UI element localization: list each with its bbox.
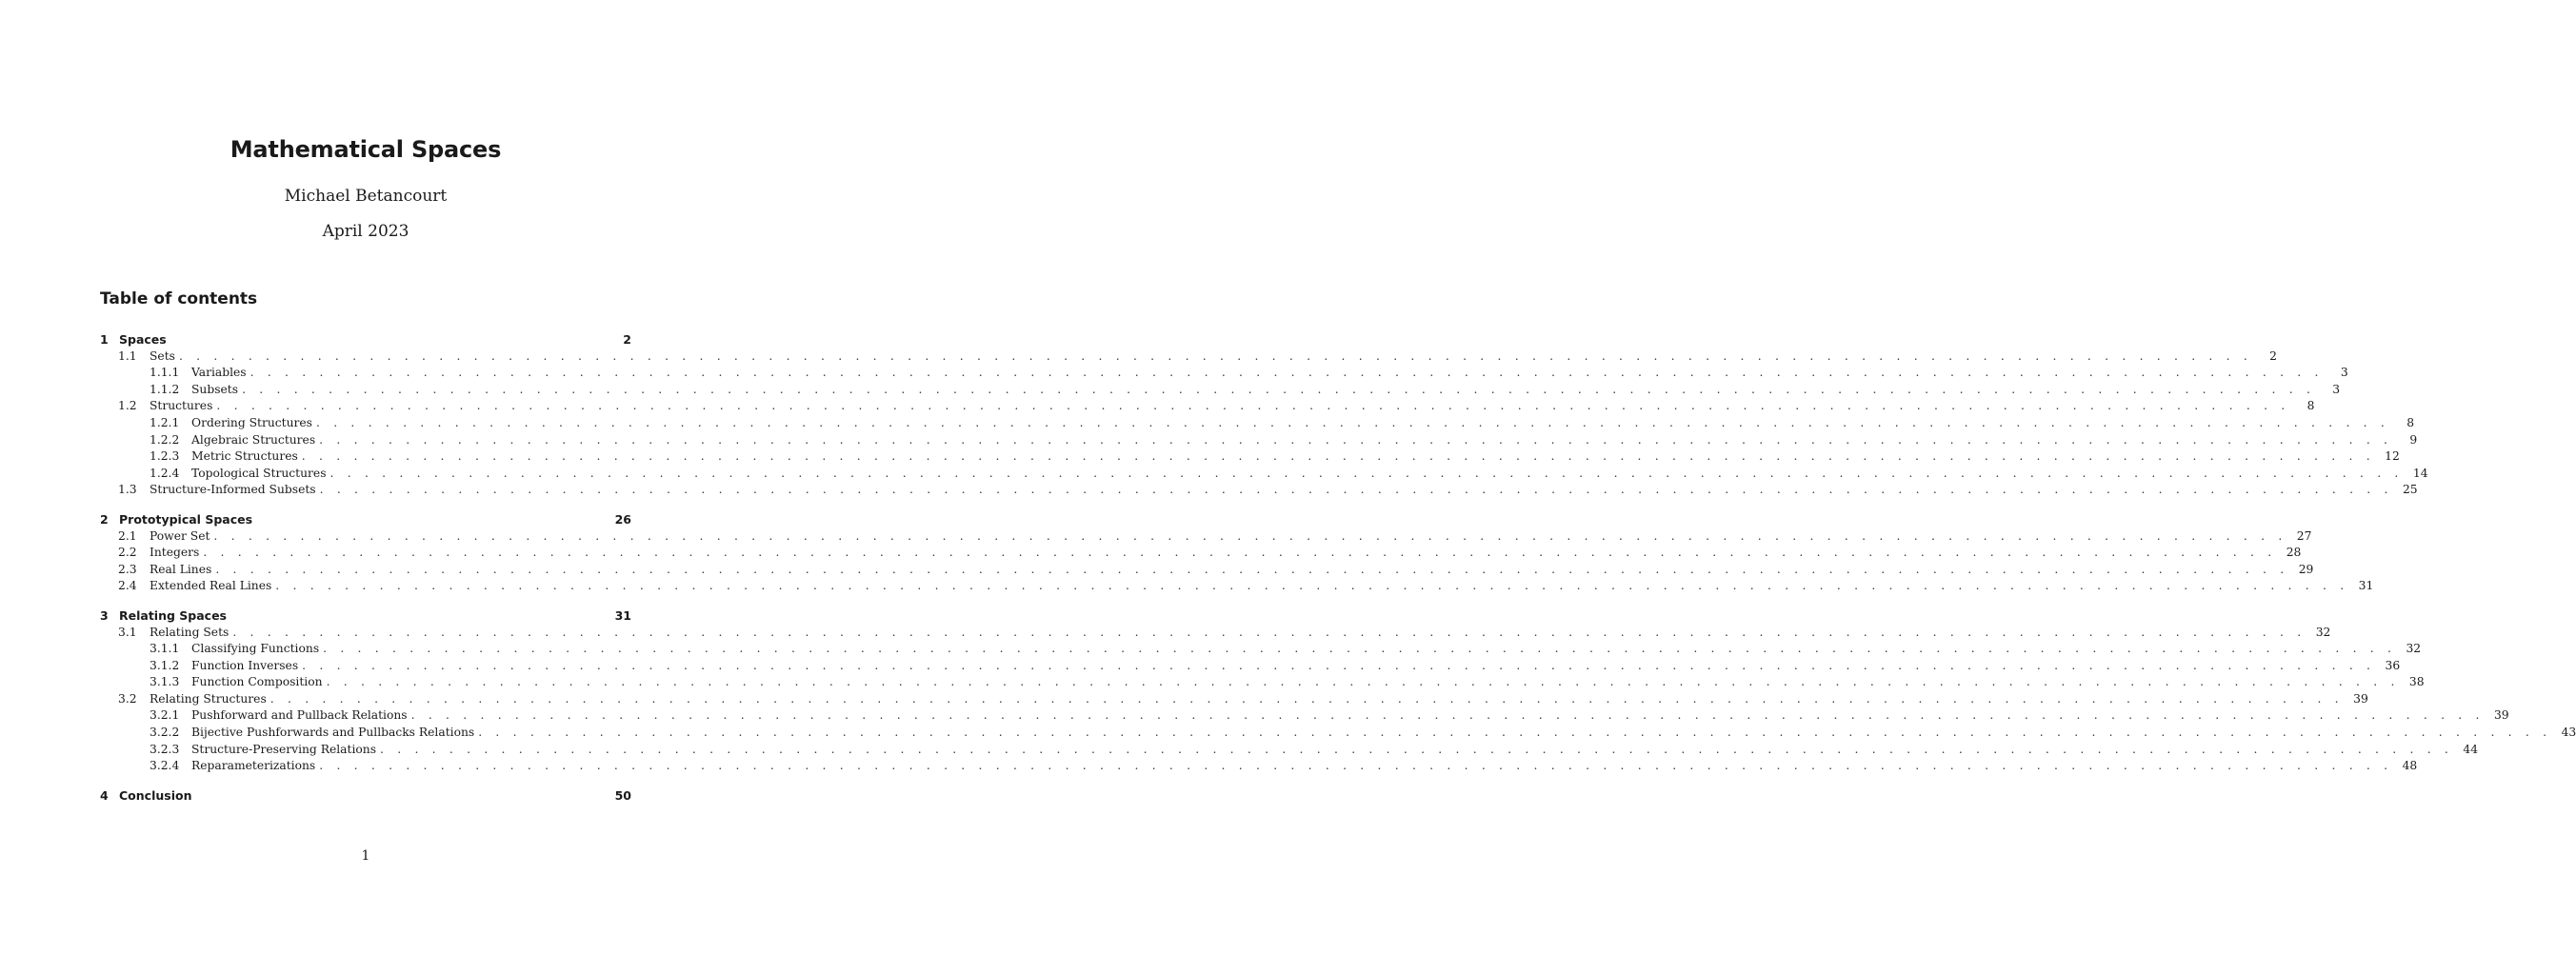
toc-entry-page[interactable]: 25 bbox=[2402, 483, 2418, 497]
toc-entry-label[interactable]: Variables bbox=[191, 366, 247, 380]
toc-entry-number: 3.1 bbox=[118, 625, 137, 639]
toc-entry-number: 1.2 bbox=[118, 399, 137, 413]
toc-entry-label[interactable]: Structure-Informed Subsets bbox=[150, 483, 316, 497]
toc-subsection[interactable] bbox=[100, 382, 2341, 399]
toc-entry-number: 2.1 bbox=[118, 528, 137, 543]
dot-leader: . . . . . . . . . . . . . . . . . . . . . . . . . . . . . . . . . . . . . . . . . . . . . . . . . . . . . . . . . . . . . . . . . . . . . . . . . . . . . . . . . . . . . . . . . . . . . . . . . . . . . . . . . . . . . . . . . . . . . . . . bbox=[319, 759, 2393, 773]
toc-entry-number: 1.2.3 bbox=[150, 449, 180, 464]
toc-entry-number: 3.1.1 bbox=[150, 642, 180, 656]
dot-leader: . . . . . . . . . . . . . . . . . . . . . . . . . . . . . . . . . . . . . . . . . . . . . . . . . . . . . . . . . . . . . . . . . . . . . . . . . . . . . . . . . . . . . . . . . . . . . . . . . . . . . . . . . . . . . . . . . . . . . . . . bbox=[326, 675, 2400, 689]
toc-entry-page[interactable]: 31 bbox=[2358, 579, 2374, 593]
toc-entry-label[interactable]: Spaces bbox=[119, 332, 167, 347]
toc-entry-page[interactable]: 48 bbox=[2402, 759, 2418, 773]
toc-section[interactable] bbox=[100, 625, 2331, 642]
toc-entry-page[interactable]: 32 bbox=[2406, 642, 2422, 656]
toc-entry-number: 3.2.3 bbox=[150, 742, 180, 756]
toc-entry-label[interactable]: Ordering Structures bbox=[191, 415, 312, 429]
toc-subsection[interactable] bbox=[100, 758, 2418, 775]
dot-leader: . . . . . . . . . . . . . . . . . . . . . . . . . . . . . . . . . . . . . . . . . . . . . . . . . . . . . . . . . . . . . . . . . . . . . . . . . . . . . . . . . . . . . . . . . . . . . . . . . . . . . . . . . . . . . . . . . . . . . . . . bbox=[275, 579, 2349, 593]
toc-entry-number: 2 bbox=[100, 511, 109, 527]
toc-entry-number: 3.1.2 bbox=[150, 658, 180, 672]
toc-entry-page[interactable]: 31 bbox=[614, 607, 631, 623]
toc-entry-page[interactable]: 2 bbox=[2269, 348, 2277, 363]
toc-entry-page[interactable]: 14 bbox=[2412, 466, 2428, 480]
toc-entry-page[interactable]: 39 bbox=[2493, 708, 2509, 723]
toc-entry-label[interactable]: Topological Structures bbox=[191, 466, 327, 480]
toc-entry-label[interactable]: Real Lines bbox=[150, 562, 212, 576]
toc-chapter-group bbox=[100, 787, 631, 805]
toc-entry-label[interactable]: Pushforward and Pullback Relations bbox=[191, 708, 408, 723]
toc-entry-label[interactable]: Relating Structures bbox=[150, 691, 267, 706]
toc-chapter[interactable] bbox=[100, 607, 631, 625]
toc-subsection[interactable] bbox=[100, 674, 2425, 691]
dot-leader: . . . . . . . . . . . . . . . . . . . . . . . . . . . . . . . . . . . . . . . . . . . . . . . . . . . . . . . . . . . . . . . . . . . . . . . . . . . . . . . . . . . . . . . . . . . . . . . . . . . . . . . . . . . . . . . . . . . . . . . . bbox=[242, 382, 2316, 396]
toc-entry-number: 3.2.4 bbox=[150, 759, 180, 773]
toc-entry-number: 1.2.4 bbox=[150, 466, 180, 480]
toc-entry-label[interactable]: Reparameterizations bbox=[191, 759, 316, 773]
toc-entry-page[interactable]: 44 bbox=[2463, 742, 2479, 756]
toc-entry-label[interactable]: Power Set bbox=[150, 528, 210, 543]
toc-subsection[interactable] bbox=[100, 742, 2479, 759]
toc-entry-page[interactable]: 36 bbox=[2385, 658, 2401, 672]
toc-entry-number: 1.1.2 bbox=[150, 382, 180, 396]
toc-entry-label[interactable]: Bijective Pushforwards and Pullbacks Relations bbox=[191, 726, 475, 740]
dot-leader: . . . . . . . . . . . . . . . . . . . . . . . . . . . . . . . . . . . . . . . . . . . . . . . . . . . . . . . . . . . . . . . . . . . . . . . . . . . . . . . . . . . . . . . . . . . . . . . . . . . . . . . . . . . . . . . . . . . . . . . . bbox=[316, 415, 2390, 429]
toc-entry-number: 2.3 bbox=[118, 562, 137, 576]
page-number: 1 bbox=[361, 848, 370, 864]
toc-entry-label[interactable]: Subsets bbox=[191, 382, 239, 396]
toc-entry-number: 4 bbox=[100, 787, 109, 803]
dot-leader: . . . . . . . . . . . . . . . . . . . . . . . . . . . . . . . . . . . . . . . . . . . . . . . . . . . . . . . . . . . . . . . . . . . . . . . . . . . . . . . . . . . . . . . . . . . . . . . . . . . . . . . . . . . . . . . . . . . . . . . . bbox=[301, 449, 2375, 464]
toc-section[interactable] bbox=[100, 528, 2312, 546]
toc-subsection[interactable] bbox=[100, 707, 2509, 725]
toc-section[interactable] bbox=[100, 348, 2277, 366]
toc-entry-page[interactable]: 9 bbox=[2409, 432, 2418, 447]
toc-entry-label[interactable]: Sets bbox=[150, 348, 175, 363]
toc-section[interactable] bbox=[100, 398, 2315, 415]
dot-leader: . . . . . . . . . . . . . . . . . . . . . . . . . . . . . . . . . . . . . . . . . . . . . . . . . . . . . . . . . . . . . . . . . . . . . . . . . . . . . . . . . . . . . . . . . . . . . . . . . . . . . . . . . . . . . . . . . . . . . . . . bbox=[478, 726, 2552, 740]
toc-entry-label[interactable]: Relating Spaces bbox=[119, 607, 227, 623]
toc-chapter[interactable] bbox=[100, 787, 631, 805]
dot-leader: . . . . . . . . . . . . . . . . . . . . . . . . . . . . . . . . . . . . . . . . . . . . . . . . . . . . . . . . . . . . . . . . . . . . . . . . . . . . . . . . . . . . . . . . . . . . . . . . . . . . . . . . . . . . . . . . . . . . . . . . bbox=[213, 528, 2287, 543]
toc-section[interactable] bbox=[100, 691, 2368, 708]
toc-entry-page[interactable]: 27 bbox=[2296, 528, 2312, 543]
toc-entry-label[interactable]: Prototypical Spaces bbox=[119, 511, 253, 527]
toc-entry-number: 2.4 bbox=[118, 579, 137, 593]
toc-subsection[interactable] bbox=[100, 725, 2576, 742]
toc-entry-label[interactable]: Relating Sets bbox=[150, 625, 230, 639]
toc-subsection[interactable] bbox=[100, 365, 2348, 382]
author-name: Michael Betancourt bbox=[284, 187, 448, 206]
table-of-contents bbox=[100, 331, 2576, 816]
toc-chapter-group bbox=[100, 607, 2576, 775]
toc-entry-label[interactable]: Metric Structures bbox=[191, 449, 298, 464]
toc-subsection[interactable] bbox=[100, 658, 2401, 675]
toc-entry-number: 1.2.2 bbox=[150, 432, 180, 447]
toc-heading: Table of contents bbox=[100, 289, 258, 308]
dot-leader: . . . . . . . . . . . . . . . . . . . . . . . . . . . . . . . . . . . . . . . . . . . . . . . . . . . . . . . . . . . . . . . . . . . . . . . . . . . . . . . . . . . . . . . . . . . . . . . . . . . . . . . . . . . . . . . . . . . . . . . . bbox=[319, 483, 2393, 497]
toc-entry-label[interactable]: Function Composition bbox=[191, 675, 323, 689]
toc-entry-number: 3.2 bbox=[118, 691, 137, 706]
dot-leader: . . . . . . . . . . . . . . . . . . . . . . . . . . . . . . . . . . . . . . . . . . . . . . . . . . . . . . . . . . . . . . . . . . . . . . . . . . . . . . . . . . . . . . . . . . . . . . . . . . . . . . . . . . . . . . . . . . . . . . . . bbox=[329, 466, 2404, 480]
toc-entry-label[interactable]: Classifying Functions bbox=[191, 642, 320, 656]
toc-subsection[interactable] bbox=[100, 466, 2428, 483]
toc-entry-number: 3.2.2 bbox=[150, 726, 180, 740]
dot-leader: . . . . . . . . . . . . . . . . . . . . . . . . . . . . . . . . . . . . . . . . . . . . . . . . . . . . . . . . . . . . . . . . . . . . . . . . . . . . . . . . . . . . . . . . . . . . . . . . . . . . . . . . . . . . . . . . . . . . . . . . bbox=[215, 562, 2289, 576]
dot-leader: . . . . . . . . . . . . . . . . . . . . . . . . . . . . . . . . . . . . . . . . . . . . . . . . . . . . . . . . . . . . . . . . . . . . . . . . . . . . . . . . . . . . . . . . . . . . . . . . . . . . . . . . . . . . . . . . . . . . . . . . bbox=[410, 708, 2485, 723]
toc-subsection[interactable] bbox=[100, 432, 2418, 449]
document-title: Mathematical Spaces bbox=[230, 136, 502, 163]
toc-entry-number: 2.2 bbox=[118, 546, 137, 560]
toc-entry-label[interactable]: Function Inverses bbox=[191, 658, 299, 672]
toc-entry-label[interactable]: Structures bbox=[150, 399, 213, 413]
toc-section[interactable] bbox=[100, 545, 2302, 562]
toc-entry-page[interactable]: 28 bbox=[2286, 546, 2302, 560]
toc-entry-label[interactable]: Conclusion bbox=[119, 787, 192, 803]
dot-leader: . . . . . . . . . . . . . . . . . . . . . . . . . . . . . . . . . . . . . . . . . . . . . . . . . . . . . . . . . . . . . . . . . . . . . . . . . . . . . . . . . . . . . . . . . . . . . . . . . . . . . . . . . . . . . . . . . . . . . . . . bbox=[178, 348, 2252, 363]
toc-entry-page[interactable]: 3 bbox=[2340, 366, 2348, 380]
toc-entry-number: 1.3 bbox=[118, 483, 137, 497]
dot-leader: . . . . . . . . . . . . . . . . . . . . . . . . . . . . . . . . . . . . . . . . . . . . . . . . . . . . . . . . . . . . . . . . . . . . . . . . . . . . . . . . . . . . . . . . . . . . . . . . . . . . . . . . . . . . . . . . . . . . . . . . bbox=[380, 742, 2454, 756]
toc-entry-page[interactable]: 26 bbox=[614, 511, 631, 527]
dot-leader: . . . . . . . . . . . . . . . . . . . . . . . . . . . . . . . . . . . . . . . . . . . . . . . . . . . . . . . . . . . . . . . . . . . . . . . . . . . . . . . . . . . . . . . . . . . . . . . . . . . . . . . . . . . . . . . . . . . . . . . . bbox=[232, 625, 2306, 639]
dot-leader: . . . . . . . . . . . . . . . . . . . . . . . . . . . . . . . . . . . . . . . . . . . . . . . . . . . . . . . . . . . . . . . . . . . . . . . . . . . . . . . . . . . . . . . . . . . . . . . . . . . . . . . . . . . . . . . . . . . . . . . . bbox=[323, 642, 2397, 656]
publication-date: April 2023 bbox=[322, 222, 409, 241]
toc-entry-label[interactable]: Integers bbox=[150, 546, 200, 560]
toc-entry-page[interactable]: 39 bbox=[2353, 691, 2368, 706]
toc-entry-page[interactable]: 38 bbox=[2408, 675, 2425, 689]
toc-entry-page[interactable]: 8 bbox=[2406, 415, 2415, 429]
dot-leader: . . . . . . . . . . . . . . . . . . . . . . . . . . . . . . . . . . . . . . . . . . . . . . . . . . . . . . . . . . . . . . . . . . . . . . . . . . . . . . . . . . . . . . . . . . . . . . . . . . . . . . . . . . . . . . . . . . . . . . . . bbox=[203, 546, 2277, 560]
dot-leader: . . . . . . . . . . . . . . . . . . . . . . . . . . . . . . . . . . . . . . . . . . . . . . . . . . . . . . . . . . . . . . . . . . . . . . . . . . . . . . . . . . . . . . . . . . . . . . . . . . . . . . . . . . . . . . . . . . . . . . . . bbox=[319, 432, 2393, 447]
toc-chapter[interactable] bbox=[100, 331, 631, 348]
toc-entry-number: 3 bbox=[100, 607, 109, 623]
toc-chapter-group bbox=[100, 331, 2428, 499]
toc-section[interactable] bbox=[100, 562, 2314, 579]
toc-entry-page[interactable]: 43 bbox=[2561, 726, 2576, 740]
toc-section[interactable] bbox=[100, 578, 2374, 595]
toc-entry-page[interactable]: 29 bbox=[2298, 562, 2314, 576]
dot-leader: . . . . . . . . . . . . . . . . . . . . . . . . . . . . . . . . . . . . . . . . . . . . . . . . . . . . . . . . . . . . . . . . . . . . . . . . . . . . . . . . . . . . . . . . . . . . . . . . . . . . . . . . . . . . . . . . . . . . . . . . bbox=[302, 658, 2376, 672]
toc-chapter[interactable] bbox=[100, 511, 631, 528]
toc-entry-page[interactable]: 12 bbox=[2385, 449, 2400, 464]
toc-entry-page[interactable]: 3 bbox=[2332, 382, 2341, 396]
toc-entry-number: 1.1 bbox=[118, 348, 137, 363]
dot-leader: . . . . . . . . . . . . . . . . . . . . . . . . . . . . . . . . . . . . . . . . . . . . . . . . . . . . . . . . . . . . . . . . . . . . . . . . . . . . . . . . . . . . . . . . . . . . . . . . . . . . . . . . . . . . . . . . . . . . . . . . bbox=[216, 399, 2290, 413]
toc-entry-number: 3.1.3 bbox=[150, 675, 180, 689]
toc-entry-page[interactable]: 2 bbox=[623, 332, 631, 347]
toc-entry-page[interactable]: 50 bbox=[614, 787, 631, 803]
toc-entry-number: 1 bbox=[100, 332, 109, 347]
toc-subsection[interactable] bbox=[100, 448, 2400, 466]
toc-entry-label[interactable]: Structure-Preserving Relations bbox=[191, 742, 377, 756]
toc-entry-page[interactable]: 8 bbox=[2306, 399, 2315, 413]
dot-leader: . . . . . . . . . . . . . . . . . . . . . . . . . . . . . . . . . . . . . . . . . . . . . . . . . . . . . . . . . . . . . . . . . . . . . . . . . . . . . . . . . . . . . . . . . . . . . . . . . . . . . . . . . . . . . . . . . . . . . . . . bbox=[270, 691, 2344, 706]
toc-entry-label[interactable]: Extended Real Lines bbox=[150, 579, 272, 593]
toc-entry-number: 1.1.1 bbox=[150, 366, 180, 380]
toc-entry-number: 3.2.1 bbox=[150, 708, 180, 723]
toc-chapter-group bbox=[100, 511, 2374, 595]
toc-entry-page[interactable]: 32 bbox=[2315, 625, 2331, 639]
toc-subsection[interactable] bbox=[100, 641, 2422, 658]
toc-entry-label[interactable]: Algebraic Structures bbox=[191, 432, 316, 447]
dot-leader: . . . . . . . . . . . . . . . . . . . . . . . . . . . . . . . . . . . . . . . . . . . . . . . . . . . . . . . . . . . . . . . . . . . . . . . . . . . . . . . . . . . . . . . . . . . . . . . . . . . . . . . . . . . . . . . . . . . . . . . . bbox=[250, 366, 2324, 380]
toc-section[interactable] bbox=[100, 482, 2418, 499]
toc-subsection[interactable] bbox=[100, 415, 2415, 432]
toc-entry-number: 1.2.1 bbox=[150, 415, 180, 429]
